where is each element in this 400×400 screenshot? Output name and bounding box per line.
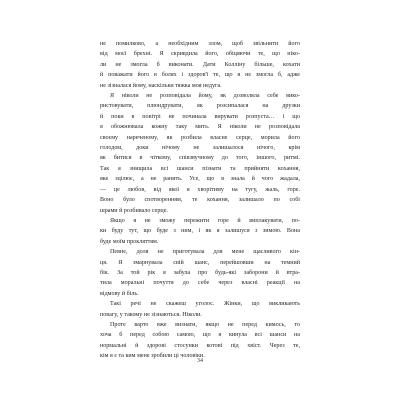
body-text [100,39,300,362]
text-line: й поки в повітрі не починала вирувати розпуста… і що [100,113,300,120]
text-line: ця. Я змарнувала свій шанс, перейшовши на темний [100,259,300,266]
text-line: Такі речі не скажеш уголос. Жінки, що викликають [110,301,300,308]
text-line: яке зцілює, а не ранить. Усе, що я знала й чого жадала, [100,176,300,183]
paragraph [100,39,300,91]
text-line: ристовувати, плюндрувати, як розсипалася на друзки [100,103,300,110]
text-line: голодом, доки нічому не залишалося нічого, крім [100,145,300,152]
text-line: Так я знищила всі шанси пізнати та прийняти кохання, [100,165,300,172]
paragraph [100,91,300,216]
text-line: тила моральні почуття до себе через власні реакції на [100,280,300,287]
text-line: Проте варто вже визнати, якщо не перед кимось, то [110,321,300,328]
paragraph [100,216,300,247]
text-line: Якщо я не зможу пережити горе й виплакувати, по- [110,217,300,224]
text-line: Певне, доля не приготувала для мене щасливого кін- [110,249,300,256]
text-line: відмову й біль. [100,290,139,297]
text-line: нормальні й здорові стосунки котові під хвіст. Через те, [100,342,300,349]
paragraph [100,247,300,299]
text-line: не зізналася йому, наскільки тяжка моя недуга. [100,82,222,89]
text-line: я обожнювала кожну таку мить. Я ніколи не розповідала [100,124,300,131]
paragraph [100,299,300,320]
text-line: — це любов, від якої я хворітиму на тугу, жаль, горе. [100,186,300,193]
text-line: буде моїм прокляттям. [100,238,159,245]
text-line: ли не змогла б виконати. Дати Колліну більше, кохати [100,61,300,68]
text-line: як битися в чіткому, співзвучному до того, іншого, ритмі. [100,155,300,162]
text-line: Я ніколи не розповідала йому, як дозволяла себе вико- [110,93,300,100]
text-line: бік. За той рік я забула про будь-які заборони й втра- [100,269,300,276]
text-line: й поважати його в болях і здоров'ї те, що я не змогла б, адже [100,72,300,79]
text-line: хоча б перед собою самою, що я кинула всі шанси на [100,332,300,339]
text-line: своєму нареченому, як розбила власне серце, морила його [100,134,300,141]
text-line: від моєї брехні. Я скривдила його, обіцяючи те, що ніко- [100,51,300,58]
text-line: не помилково, а необхідним злом, щоб звільнити його [100,41,300,47]
paragraph [100,320,300,362]
text-line: повагу, у такому не зізнаються. Ніколи. [100,311,202,318]
text-line: Воно було спотворенням, те кохання, залишало по собі [100,197,300,204]
page-number: 34 [197,358,203,364]
text-line: шрами й розбивало серце. [100,207,168,214]
text-line: ки буду тут, що буде з ним, і як я залишуся з зимою. Вона [100,228,300,235]
text-line: кім я є та ким мене зробили ці чоловіки. [100,353,205,360]
